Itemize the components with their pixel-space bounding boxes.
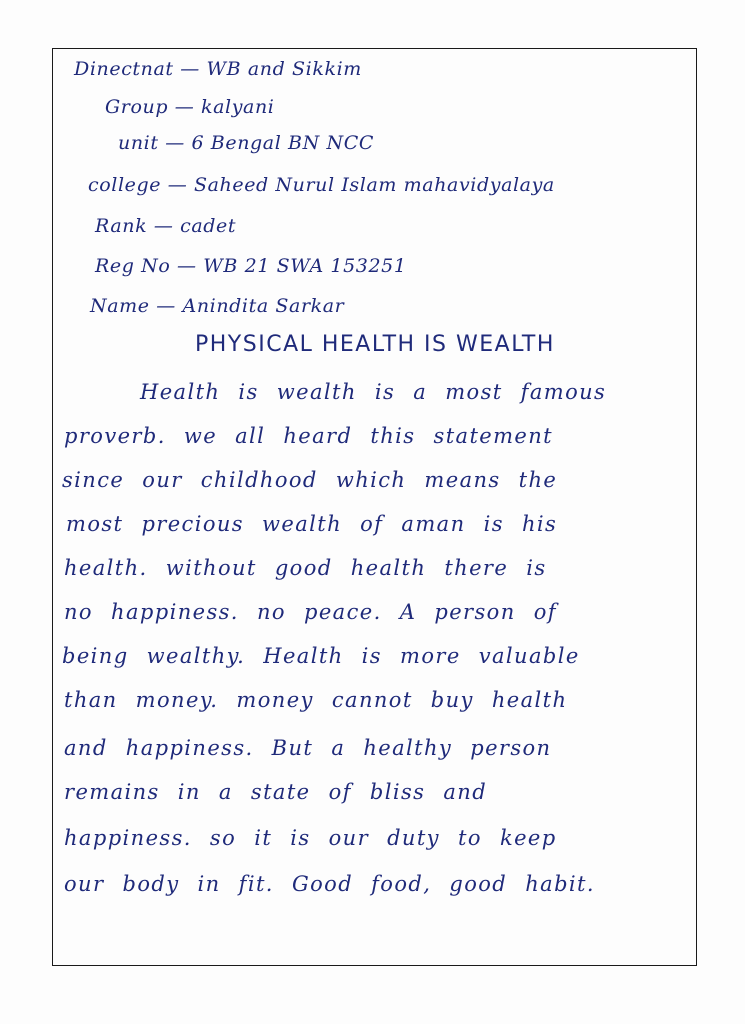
body-line-9: and happiness. But a healthy person xyxy=(64,736,552,760)
body-line-8: than money. money cannot buy health xyxy=(64,688,568,712)
body-line-10: remains in a state of bliss and xyxy=(64,780,488,804)
rank-line: Rank — cadet xyxy=(95,215,237,237)
body-line-5: health. without good health there is xyxy=(64,556,547,580)
body-line-2: proverb. we all heard this statement xyxy=(64,424,554,448)
name-line: Name — Anindita Sarkar xyxy=(90,295,345,317)
directorate-line: Dinectnat — WB and Sikkim xyxy=(74,58,362,80)
essay-title: PHYSICAL HEALTH IS WEALTH xyxy=(195,332,555,357)
body-line-4: most precious wealth of aman is his xyxy=(66,512,558,536)
body-line-1: Health is wealth is a most famous xyxy=(140,380,607,404)
body-line-6: no happiness. no peace. A person of xyxy=(64,600,557,624)
body-line-11: happiness. so it is our duty to keep xyxy=(64,826,557,850)
reg-no-line: Reg No — WB 21 SWA 153251 xyxy=(95,255,407,277)
unit-line: unit — 6 Bengal BN NCC xyxy=(118,132,374,154)
body-line-7: being wealthy. Health is more valuable xyxy=(62,644,580,668)
college-line: college — Saheed Nurul Islam mahavidyalaya xyxy=(88,174,555,196)
body-line-3: since our childhood which means the xyxy=(62,468,558,492)
group-line: Group — kalyani xyxy=(105,96,275,118)
body-line-12: our body in fit. Good food, good habit. xyxy=(64,872,595,896)
